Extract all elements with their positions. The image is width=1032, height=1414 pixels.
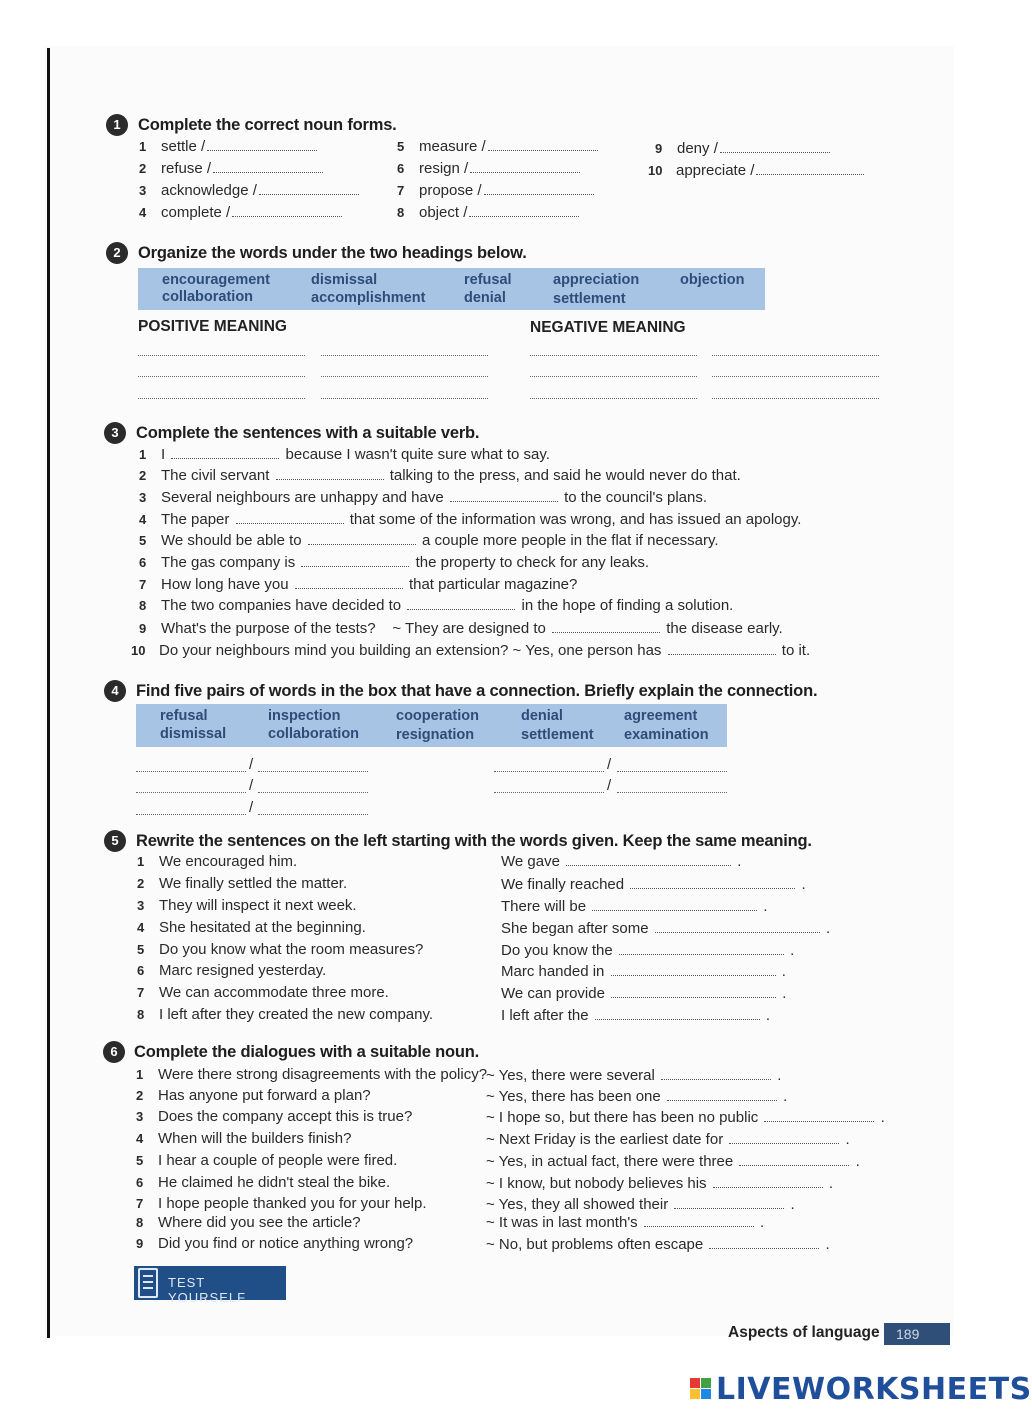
- ex5-left-6: 6 Marc resigned yesterday.: [137, 962, 327, 979]
- box-word: collaboration: [162, 289, 254, 305]
- ex3-blank-3[interactable]: [450, 490, 558, 502]
- ex1-blank-10[interactable]: [756, 163, 864, 175]
- ex5-right-3: There will be .: [501, 898, 768, 915]
- box-word: dismissal: [311, 272, 378, 288]
- ex3-blank-1[interactable]: [171, 447, 279, 459]
- exercise-1-instruction: Complete the correct noun forms.: [138, 116, 397, 134]
- ex6-question-8: 8 Where did you see the article?: [136, 1214, 361, 1231]
- exercise-6-number: 6: [103, 1041, 125, 1063]
- ex5-right-1: We gave .: [501, 853, 742, 870]
- pair-line[interactable]: [494, 792, 604, 793]
- ex6-blank-5[interactable]: [739, 1154, 849, 1166]
- ex5-left-3: 3 They will inspect it next week.: [137, 897, 357, 914]
- ex6-answer-5: ~ Yes, in actual fact, there were three .: [486, 1153, 860, 1170]
- answer-line[interactable]: [530, 355, 697, 356]
- pair-line[interactable]: [136, 814, 246, 815]
- exercise-3-number: 3: [104, 422, 126, 444]
- ex6-answer-2: ~ Yes, there has been one .: [486, 1088, 788, 1105]
- pair-line[interactable]: [617, 771, 727, 772]
- negative-meaning-heading: NEGATIVE MEANING: [530, 319, 686, 336]
- ex3-item-7: 7 How long have you that particular magazine?: [139, 576, 578, 593]
- ex5-blank-3[interactable]: [592, 899, 757, 911]
- ex3-item-8: 8 The two companies have decided to in the hope of finding a solution.: [139, 597, 734, 614]
- answer-line[interactable]: [138, 376, 305, 377]
- pair-slash: /: [249, 799, 254, 816]
- answer-line[interactable]: [712, 376, 879, 377]
- ex1-item-3: 3 acknowledge /: [139, 182, 361, 199]
- ex5-right-6: Marc handed in .: [501, 963, 786, 980]
- ex6-question-3: 3 Does the company accept this is true?: [136, 1108, 413, 1125]
- exercise-6-instruction: Complete the dialogues with a suitable noun.: [134, 1043, 480, 1061]
- ex1-blank-1[interactable]: [207, 139, 317, 151]
- exercise-4-instruction: Find five pairs of words in the box that have a connection. Briefly explain the connection.: [136, 682, 818, 700]
- ex1-item-9: 9 deny /: [655, 140, 832, 157]
- checklist-icon: [138, 1268, 158, 1298]
- pair-line[interactable]: [617, 792, 727, 793]
- exercise-5-instruction: Rewrite the sentences on the left starting with the words given. Keep the same meaning.: [136, 832, 812, 850]
- box-word: collaboration: [268, 726, 360, 742]
- ex3-item-1: 1 I because I wasn't quite sure what to say.: [139, 446, 550, 463]
- ex3-blank-4[interactable]: [236, 512, 344, 524]
- answer-line[interactable]: [321, 398, 488, 399]
- ex1-blank-7[interactable]: [484, 183, 594, 195]
- ex6-answer-9: ~ No, but problems often escape .: [486, 1236, 830, 1253]
- pair-slash: /: [607, 777, 612, 794]
- ex6-answer-8: ~ It was in last month's .: [486, 1214, 765, 1231]
- ex1-blank-9[interactable]: [720, 141, 830, 153]
- ex5-blank-5[interactable]: [619, 943, 784, 955]
- box-word: objection: [680, 272, 745, 288]
- ex5-left-5: 5 Do you know what the room measures?: [137, 941, 424, 958]
- ex3-blank-6[interactable]: [301, 555, 409, 567]
- liveworksheets-logo-icon: [690, 1378, 712, 1400]
- answer-line[interactable]: [321, 355, 488, 356]
- ex1-item-8: 8 object /: [397, 204, 581, 221]
- ex6-blank-2[interactable]: [667, 1089, 777, 1101]
- ex1-blank-2[interactable]: [213, 161, 323, 173]
- ex1-item-10: 10 appreciate /: [648, 162, 866, 179]
- answer-line[interactable]: [138, 355, 305, 356]
- ex3-item-9: 9 What's the purpose of the tests? ~ They are designed to the disease early.: [139, 620, 783, 637]
- page-number: 189: [884, 1323, 950, 1345]
- ex5-blank-2[interactable]: [630, 877, 795, 889]
- ex6-answer-1: ~ Yes, there were several .: [486, 1067, 782, 1084]
- ex6-answer-6: ~ I know, but nobody believes his .: [486, 1175, 834, 1192]
- pair-line[interactable]: [136, 792, 246, 793]
- ex6-answer-4: ~ Next Friday is the earliest date for .: [486, 1131, 850, 1148]
- box-word: resignation: [396, 727, 475, 743]
- ex6-answer-7: ~ Yes, they all showed their .: [486, 1196, 795, 1213]
- pair-line[interactable]: [136, 771, 246, 772]
- ex3-item-5: 5 We should be able to a couple more people in the flat if necessary.: [139, 532, 719, 549]
- ex6-question-2: 2 Has anyone put forward a plan?: [136, 1087, 371, 1104]
- ex1-blank-4[interactable]: [232, 205, 342, 217]
- ex6-question-6: 6 He claimed he didn't steal the bike.: [136, 1174, 391, 1191]
- box-word: inspection: [268, 708, 341, 724]
- ex5-left-4: 4 She hesitated at the beginning.: [137, 919, 366, 936]
- ex6-answer-3: ~ I hope so, but there has been no public .: [486, 1109, 885, 1126]
- ex5-right-4: She began after some .: [501, 920, 831, 937]
- ex3-blank-8[interactable]: [407, 598, 515, 610]
- ex1-item-2: 2 refuse /: [139, 160, 325, 177]
- ex3-blank-9[interactable]: [552, 621, 660, 633]
- ex5-blank-4[interactable]: [655, 921, 820, 933]
- ex5-left-1: 1 We encouraged him.: [137, 853, 298, 870]
- exercise-4-number: 4: [104, 680, 126, 702]
- exercise-5-number: 5: [104, 830, 126, 852]
- box-word: encouragement: [162, 272, 270, 288]
- pair-line[interactable]: [258, 792, 368, 793]
- ex3-blank-5[interactable]: [308, 533, 416, 545]
- ex6-question-9: 9 Did you find or notice anything wrong?: [136, 1235, 414, 1252]
- footer-section-title: Aspects of language: [728, 1324, 880, 1341]
- box-word: appreciation: [553, 272, 640, 288]
- ex6-question-5: 5 I hear a couple of people were fired.: [136, 1152, 398, 1169]
- test-yourself-badge: [134, 1266, 286, 1305]
- ex3-item-2: 2 The civil servant talking to the press, and said he would never do that.: [139, 467, 741, 484]
- box-word: refusal: [464, 272, 512, 288]
- answer-line[interactable]: [530, 398, 697, 399]
- ex5-blank-8[interactable]: [595, 1008, 760, 1020]
- ex5-left-8: 8 I left after they created the new company.: [137, 1006, 434, 1023]
- ex5-right-2: We finally reached .: [501, 876, 806, 893]
- box-word: settlement: [553, 291, 626, 307]
- ex5-left-2: 2 We finally settled the matter.: [137, 875, 348, 892]
- ex5-blank-6[interactable]: [611, 964, 776, 976]
- ex6-blank-7[interactable]: [674, 1197, 784, 1209]
- pair-slash: /: [249, 777, 254, 794]
- positive-meaning-heading: POSITIVE MEANING: [138, 318, 287, 335]
- pair-slash: /: [249, 756, 254, 773]
- ex3-item-6: 6 The gas company is the property to check for any leaks.: [139, 554, 650, 571]
- ex1-blank-5[interactable]: [488, 139, 598, 151]
- pair-line[interactable]: [258, 814, 368, 815]
- box-word: denial: [464, 290, 506, 306]
- ex6-blank-8[interactable]: [644, 1215, 754, 1227]
- ex1-blank-6[interactable]: [470, 161, 580, 173]
- ex3-item-3: 3 Several neighbours are unhappy and have to the council's plans.: [139, 489, 708, 506]
- box-word: denial: [521, 708, 563, 724]
- ex5-blank-1[interactable]: [566, 854, 731, 866]
- ex6-question-4: 4 When will the builders finish?: [136, 1130, 352, 1147]
- answer-line[interactable]: [321, 376, 488, 377]
- ex3-blank-2[interactable]: [276, 468, 384, 480]
- ex6-blank-1[interactable]: [661, 1068, 771, 1080]
- ex1-item-4: 4 complete /: [139, 204, 344, 221]
- test-yourself-label: TEST YOURSELF: [168, 1275, 247, 1305]
- ex3-item-10: 10 Do your neighbours mind you building an extension? ~ Yes, one person has to it.: [131, 642, 811, 659]
- ex6-blank-6[interactable]: [713, 1176, 823, 1188]
- exercise-2-instruction: Organize the words under the two headings below.: [138, 244, 527, 262]
- answer-line[interactable]: [138, 398, 305, 399]
- pair-line[interactable]: [494, 771, 604, 772]
- box-word: examination: [624, 727, 709, 743]
- ex1-blank-3[interactable]: [259, 183, 359, 195]
- ex5-right-7: We can provide .: [501, 985, 787, 1002]
- ex5-right-5: Do you know the .: [501, 942, 795, 959]
- page-edge: [47, 48, 50, 1338]
- ex1-blank-8[interactable]: [469, 205, 579, 217]
- ex3-item-4: 4 The paper that some of the information was wrong, and has issued an apology.: [139, 511, 802, 528]
- answer-line[interactable]: [530, 376, 697, 377]
- ex5-right-8: I left after the .: [501, 1007, 771, 1024]
- liveworksheets-watermark: LIVEWORKSHEETS: [716, 1372, 1032, 1407]
- ex5-blank-7[interactable]: [611, 986, 776, 998]
- box-word: settlement: [521, 727, 594, 743]
- pair-slash: /: [607, 756, 612, 773]
- ex6-question-1: 1 Were there strong disagreements with the policy?: [136, 1066, 488, 1083]
- ex1-item-6: 6 resign /: [397, 160, 582, 177]
- ex3-blank-10[interactable]: [668, 643, 776, 655]
- box-word: dismissal: [160, 726, 227, 742]
- ex1-item-7: 7 propose /: [397, 182, 596, 199]
- box-word: cooperation: [396, 708, 479, 724]
- pair-line[interactable]: [258, 771, 368, 772]
- ex6-blank-3[interactable]: [764, 1110, 874, 1122]
- ex6-question-7: 7 I hope people thanked you for your help.: [136, 1195, 427, 1212]
- answer-line[interactable]: [712, 355, 879, 356]
- ex6-blank-4[interactable]: [729, 1132, 839, 1144]
- answer-line[interactable]: [712, 398, 879, 399]
- ex3-blank-7[interactable]: [295, 577, 403, 589]
- ex1-item-1: 1 settle /: [139, 138, 319, 155]
- box-word: agreement: [624, 708, 698, 724]
- ex5-left-7: 7 We can accommodate three more.: [137, 984, 389, 1001]
- box-word: refusal: [160, 708, 208, 724]
- ex1-item-5: 5 measure /: [397, 138, 600, 155]
- exercise-3-instruction: Complete the sentences with a suitable verb.: [136, 424, 480, 442]
- exercise-2-number: 2: [106, 242, 128, 264]
- ex6-blank-9[interactable]: [709, 1237, 819, 1249]
- box-word: accomplishment: [311, 290, 426, 306]
- exercise-1-number: 1: [106, 114, 128, 136]
